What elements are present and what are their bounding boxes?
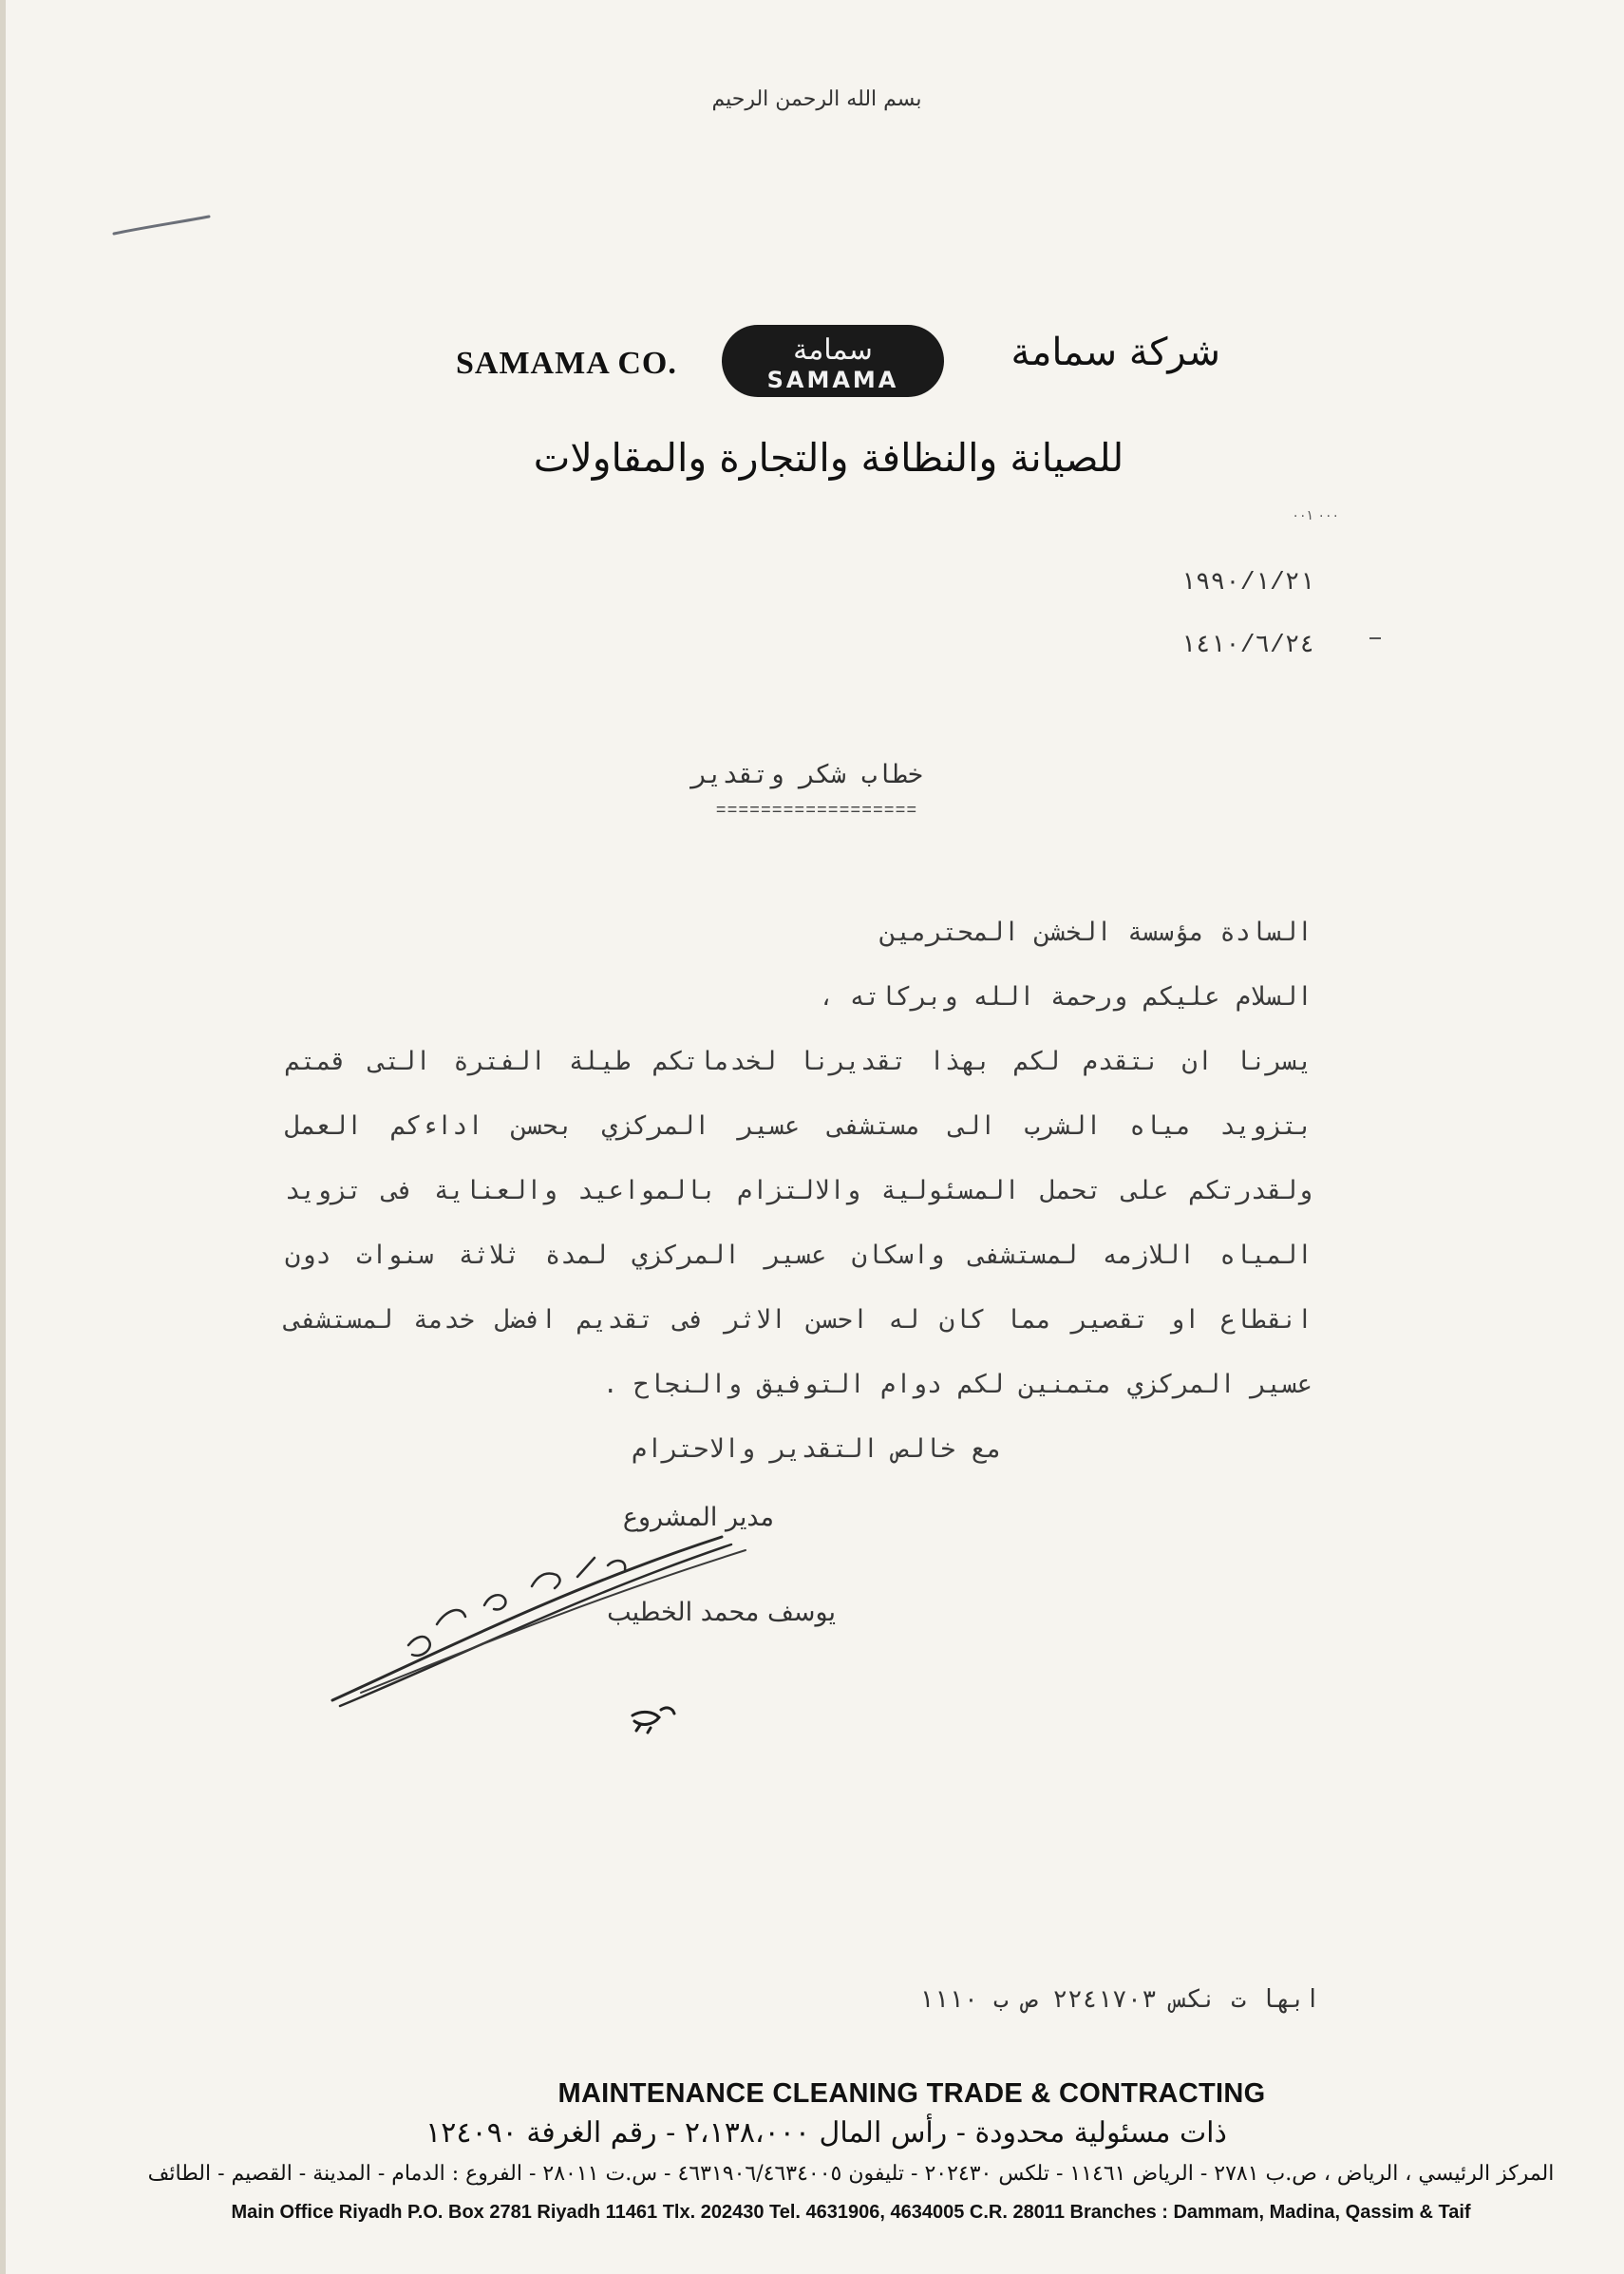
footer-capital-arabic: ذات مسئولية محدودة - رأس المال ٢،١٣٨،٠٠٠ - رقم الغرفة ١٢٤٠٩٠ xyxy=(425,2116,1227,2150)
footer-address-english: Main Office Riyadh P.O. Box 2781 Riyadh 11461 Tlx. 202430 Tel. 4631906, 4634005 C.R. 28011 Branches : Dammam, Madina, Qassim & Taif xyxy=(231,2202,1471,2223)
footer-reference: ابها ت نكس ٢٢٤١٧٠٣ ص ب ١١١٠ xyxy=(918,1986,1320,2015)
logo-text-ar: سمامة xyxy=(793,333,873,367)
company-name-arabic: شركة سمامة xyxy=(1010,331,1220,374)
signatory-name: يوسف محمد الخطيب xyxy=(607,1598,836,1627)
bismillah-header: بسم الله الرحمن الرحيم xyxy=(711,87,922,111)
date-hijri: ١٤١٠/٦/٢٤ xyxy=(1180,631,1314,659)
margin-tick xyxy=(1369,637,1381,639)
date-gregorian: ١٩٩٠/١/٢١ xyxy=(1180,568,1314,597)
reference-number: ٠٠٠ ٠٠١ xyxy=(1292,508,1339,523)
samama-logo xyxy=(720,323,946,399)
body-line: المياه اللازمه لمستشفى واسكان عسير المركزي لمدة ثلاثة سنوات دون xyxy=(285,1243,1312,1272)
company-name-english: SAMAMA CO. xyxy=(456,346,677,381)
body-line: انقطاع او تقصير مما كان له احسن الاثر فى تقديم افضل خدمة لمستشفى xyxy=(285,1308,1312,1336)
closing: مع خالص التقدير والاحترام xyxy=(632,1437,1002,1466)
body-line: بتزويد مياه الشرب الى مستشفى عسير المركزي بحسن اداءكم العمل xyxy=(285,1114,1312,1143)
footer-address-arabic: المركز الرئيسي ، الرياض ، ص.ب ٢٧٨١ - الرياض ١١٤٦١ - تلكس ٢٠٢٤٣٠ - تليفون ٤٦٣١٩٠٦/٤٦٣٤٠٠٥ - س.ت ٢٨٠١١ - الفروع : الدمام - المدينة - القصيم - الطائف xyxy=(147,2162,1555,2186)
handwritten-signature xyxy=(323,1520,760,1738)
pen-stroke-mark xyxy=(112,209,211,237)
body-line: ولقدرتكم على تحمل المسئولية والالتزام بالمواعيد والعناية فى تزويد xyxy=(285,1179,1312,1207)
greeting: السلام عليكم ورحمة الله وبركاته ، xyxy=(819,985,1312,1014)
subject-underline: ================== xyxy=(715,802,918,821)
signatory-title: مدير المشروع xyxy=(622,1503,774,1532)
body-line: يسرنا ان نتقدم لكم بهذا تقديرنا لخدماتكم طيلة الفترة التى قمتم xyxy=(285,1050,1312,1078)
letter-subject: خطاب شكر وتقدير xyxy=(691,763,923,791)
body-line: عسير المركزي متمنين لكم دوام التوفيق والنجاح . xyxy=(602,1373,1312,1401)
footer-services-english: MAINTENANCE CLEANING TRADE & CONTRACTING xyxy=(557,2078,1266,2109)
company-tagline-arabic: للصيانة والنظافة والتجارة والمقاولات xyxy=(533,435,1124,481)
salutation: السادة مؤسسة الخشن المحترمين xyxy=(880,920,1312,949)
logo-text-en: SAMAMA xyxy=(766,367,899,393)
